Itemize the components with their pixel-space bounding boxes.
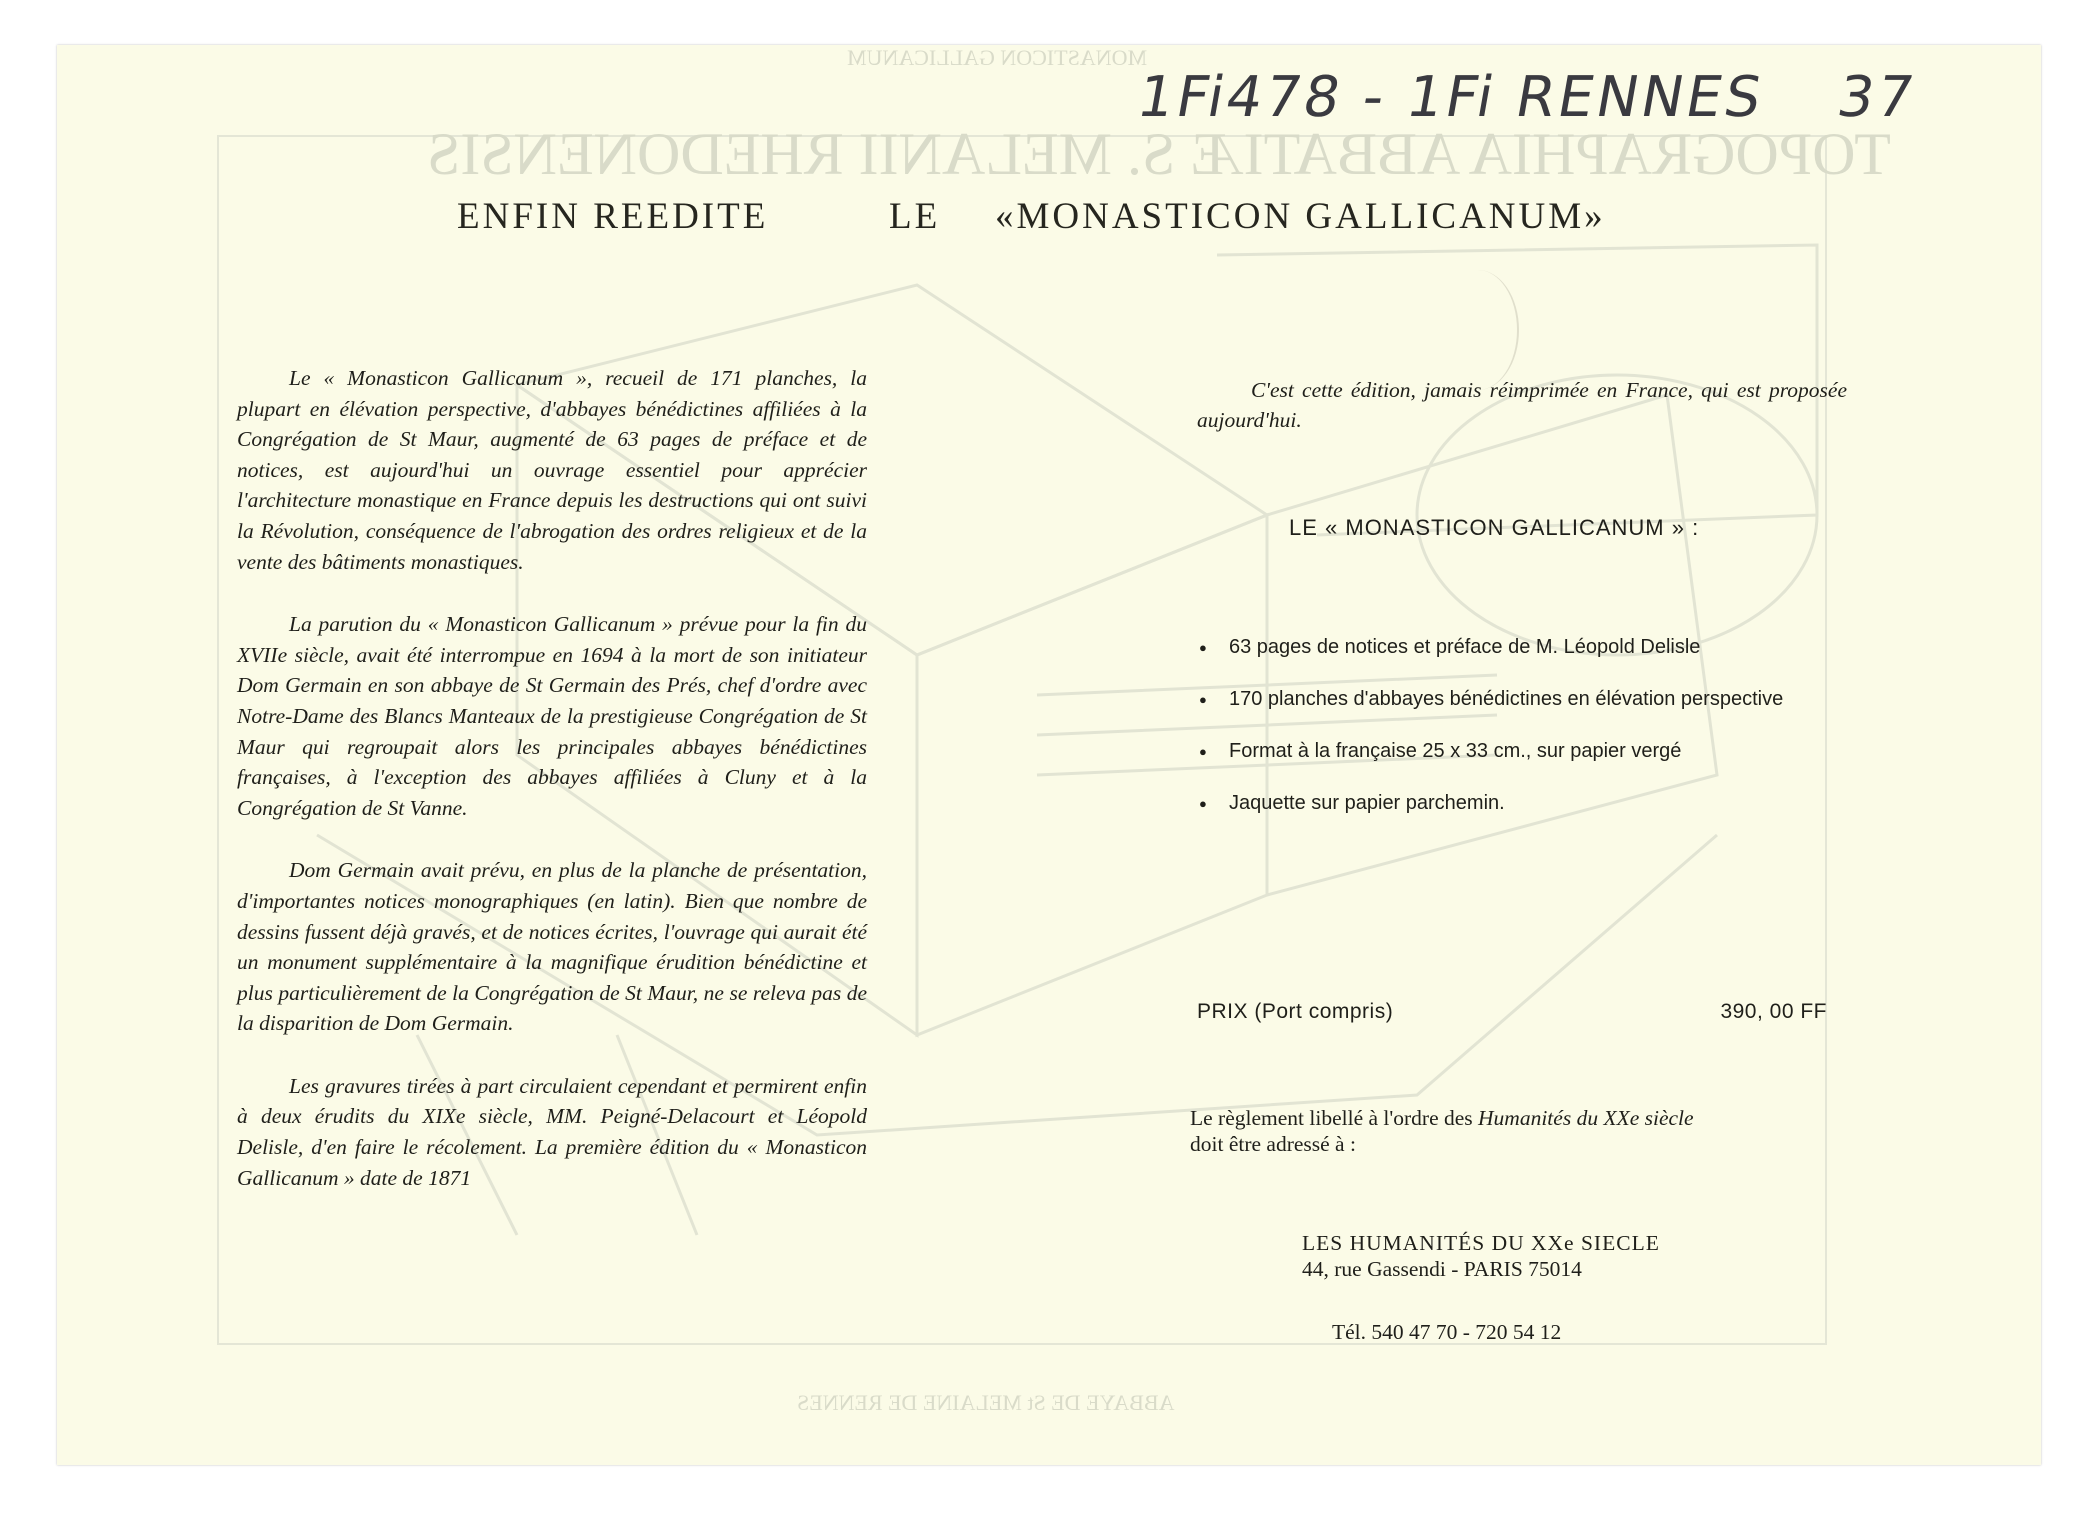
section-subtitle: LE « MONASTICON GALLICANUM » : (1289, 515, 1700, 540)
list-item: ● Jaquette sur papier parchemin. (1197, 791, 1852, 816)
title-part-3: «MONASTICON GALLICANUM» (995, 196, 1606, 237)
document-sheet (57, 45, 2041, 1465)
paragraph-2: La parution du « Monasticon Gallicanum » prévue pour la fin du XVIIe siècle, avait été interrompue en 1694 à la mort de son initiateur Dom Germain en son abbaye de St Germain des Prés, chef d'ordre avec Notre-Dame des Blancs Manteaux de la prestigieuse Congrégation de St Maur qui regroupait alors les principales abbayes bénédictines françaises, à l'exception des abbayes affiliées à Cluny et à la Congrégation de St Vanne. (237, 612, 867, 820)
price-label: PRIX (Port compris) (1197, 1000, 1394, 1023)
bleed-text-top: MONASTICON GALLICANUM (847, 45, 1148, 70)
publisher-address (1302, 1230, 1660, 1282)
title-part-2: LE (889, 196, 941, 237)
handwritten-annotation (1130, 65, 2014, 145)
payment-instructions (1190, 1105, 1850, 1157)
publisher-street: 44, rue Gassendi - PARIS 75014 (1302, 1257, 1582, 1281)
bleed-text-header: TOPOGRAPHIA ABBATIÆ S. MELANII RHEDONENSIS (427, 121, 1892, 187)
feature-list (1197, 635, 1852, 843)
paper-stain (1437, 270, 1519, 390)
payment-text-2: doit être adressé à : (1190, 1132, 1356, 1156)
right-column (1190, 375, 1847, 1344)
payment-text: Le règlement libellé à l'ordre des (1190, 1106, 1473, 1130)
list-item: ● Format à la française 25 x 33 cm., sur papier vergé (1197, 739, 1852, 764)
publisher-phone: Tél. 540 47 70 - 720 54 12 (1332, 1320, 1562, 1344)
left-column (237, 363, 867, 1225)
intro-paragraph: C'est cette édition, jamais réimprimée en France, qui est proposée aujourd'hui. (1197, 378, 1847, 432)
paragraph-1: Le « Monasticon Gallicanum », recueil de 171 planches, la plupart en élévation perspective, d'abbayes bénédictines affiliées à la Congrégation de St Maur, augmenté de 63 pages de préface et de notices, est aujourd'hui un ouvrage essentiel pour apprécier l'architecture monastique en France depuis les destructions qui ont suivi la Révolution, conséquence de l'abrogation des ordres religieux et de la vente des bâtiments monastiques. (237, 366, 867, 574)
list-item: ● 63 pages de notices et préface de M. Léopold Delisle (1197, 635, 1852, 660)
publisher-name: LES HUMANITÉS DU XXe SIECLE (1302, 1231, 1660, 1255)
handwritten-number: 37 (1832, 65, 1922, 130)
bleed-text-bottom: ABBAYE DE St MELAINE DE RENNES (797, 1390, 1175, 1415)
handwritten-reference: 1Fi478 - 1Fi RENNES (1132, 65, 1770, 130)
price-value: 390, 00 FF (1720, 1000, 1827, 1023)
list-item: ● 170 planches d'abbayes bénédictines en élévation perspective (1197, 687, 1852, 712)
paragraph-4: Les gravures tirées à part circulaient cependant et permirent enfin à deux érudits du XIXe siècle, MM. Peigné-Delacourt et Léopold Delisle, d'en faire le récolement. La première édition du « Monasticon Gallicanum » date de 1871 (237, 1073, 867, 1190)
payment-payee: Humanités du XXe siècle (1478, 1106, 1694, 1130)
paragraph-3: Dom Germain avait prévu, en plus de la planche de présentation, d'importantes notices monographiques (en latin). Bien que nombre de dessins fussent déjà gravés, et de notices écrites, l'ouvrage qui aurait été un monument supplémentaire à la magnifique érudition bénédictine et plus particulièrement de la Congrégation de St Maur, ne se releva pas de la disparition de Dom Germain. (237, 858, 867, 1036)
title-part-1: ENFIN REEDITE (457, 196, 769, 237)
